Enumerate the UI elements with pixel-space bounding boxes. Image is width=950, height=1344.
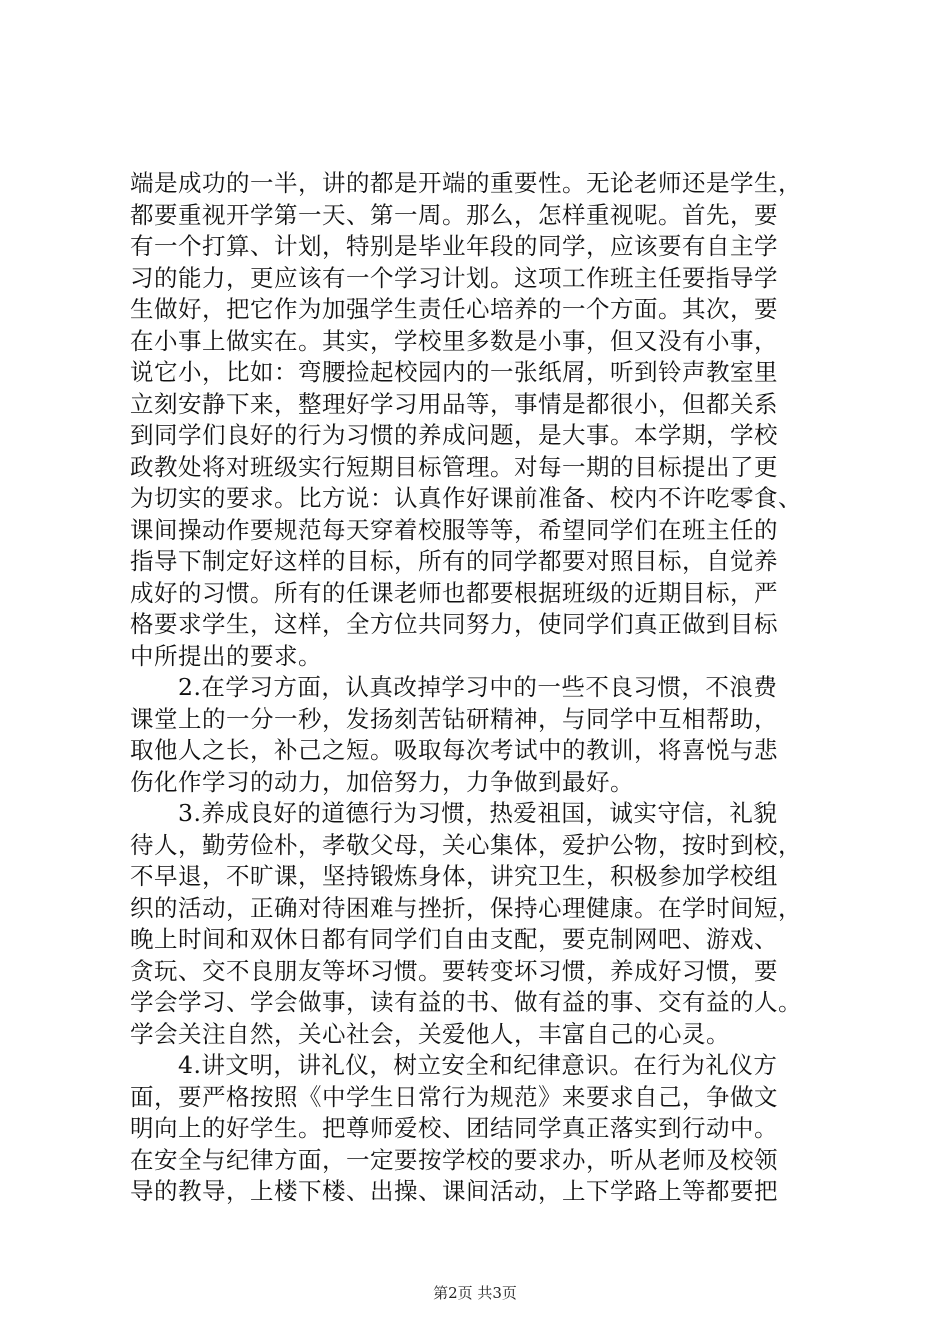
text-line: 课堂上的一分一秒，发扬刻苦钻研精神，与同学中互相帮助， bbox=[130, 704, 778, 733]
text-line: 学会关注自然，关心社会，关爱他人，丰富自己的心灵。 bbox=[130, 1019, 730, 1048]
text-line: 学会学习、学会做事，读有益的书、做有益的事、交有益的人。 bbox=[130, 988, 802, 1016]
text-line: 都要重视开学第一天、第一周。那么，怎样重视呢。首先，要 bbox=[130, 200, 778, 229]
page-footer: 第2页 共3页 bbox=[433, 1284, 517, 1302]
text-line: 有一个打算、计划，特别是毕业年段的同学，应该要有自主学 bbox=[130, 232, 778, 260]
text-line: 生做好，把它作为加强学生责任心培养的一个方面。其次，要 bbox=[130, 295, 778, 323]
text-line: 4.讲文明，讲礼仪，树立安全和纪律意识。在行为礼仪方 bbox=[178, 1051, 778, 1079]
text-line: 说它小，比如：弯腰捡起校园内的一张纸屑，听到铃声教室里 bbox=[130, 358, 778, 386]
text-line: 习的能力，更应该有一个学习计划。这项工作班主任要指导学 bbox=[130, 263, 778, 292]
text-line: 3.养成良好的道德行为习惯，热爱祖国，诚实守信，礼貌 bbox=[178, 799, 778, 827]
text-line: 待人，勤劳俭朴，孝敬父母，关心集体，爱护公物，按时到校， bbox=[130, 830, 802, 859]
text-line: 为切实的要求。比方说：认真作好课前准备、校内不许吃零食、 bbox=[130, 484, 802, 512]
text-line: 指导下制定好这样的目标，所有的同学都要对照目标，自觉养 bbox=[130, 547, 778, 575]
text-line: 成好的习惯。所有的任课老师也都要根据班级的近期目标，严 bbox=[130, 578, 778, 607]
text-line: 明向上的好学生。把尊师爱校、团结同学真正落实到行动中。 bbox=[130, 1114, 778, 1142]
text-line: 织的活动，正确对待困难与挫折，保持心理健康。在学时间短， bbox=[130, 893, 802, 922]
text-line: 端是成功的一半，讲的都是开端的重要性。无论老师还是学生， bbox=[130, 169, 802, 197]
text-line: 课间操动作要规范每天穿着校服等等，希望同学们在班主任的 bbox=[130, 515, 778, 544]
text-line: 伤化作学习的动力，加倍努力，力争做到最好。 bbox=[130, 767, 634, 796]
text-line: 在安全与纪律方面，一定要按学校的要求办，听从老师及校领 bbox=[130, 1145, 778, 1174]
text-line: 贪玩、交不良朋友等坏习惯。要转变坏习惯，养成好习惯，要 bbox=[130, 956, 778, 985]
text-line: 格要求学生，这样，全方位共同努力，使同学们真正做到目标 bbox=[130, 610, 778, 638]
text-line: 在小事上做实在。其实，学校里多数是小事，但又没有小事， bbox=[130, 326, 778, 355]
text-line: 政教处将对班级实行短期目标管理。对每一期的目标提出了更 bbox=[130, 452, 778, 481]
text-line: 晚上时间和双休日都有同学们自由支配，要克制网吧、游戏、 bbox=[130, 925, 778, 953]
text-line: 中所提出的要求。 bbox=[130, 641, 322, 670]
text-line: 面，要严格按照《中学生日常行为规范》来要求自己，争做文 bbox=[130, 1082, 778, 1111]
text-line: 到同学们良好的行为习惯的养成问题，是大事。本学期，学校 bbox=[130, 421, 778, 449]
document-body bbox=[130, 168, 830, 1208]
text-line: 不早退，不旷课，坚持锻炼身体，讲究卫生，积极参加学校组 bbox=[130, 862, 778, 890]
text-line: 2.在学习方面，认真改掉学习中的一些不良习惯，不浪费 bbox=[178, 673, 778, 701]
text-line: 立刻安静下来，整理好学习用品等，事情是都很小，但都关系 bbox=[130, 389, 778, 418]
text-line: 导的教导，上楼下楼、出操、课间活动，上下学路上等都要把 bbox=[130, 1177, 778, 1205]
text-line: 取他人之长，补己之短。吸取每次考试中的教训，将喜悦与悲 bbox=[130, 736, 778, 764]
